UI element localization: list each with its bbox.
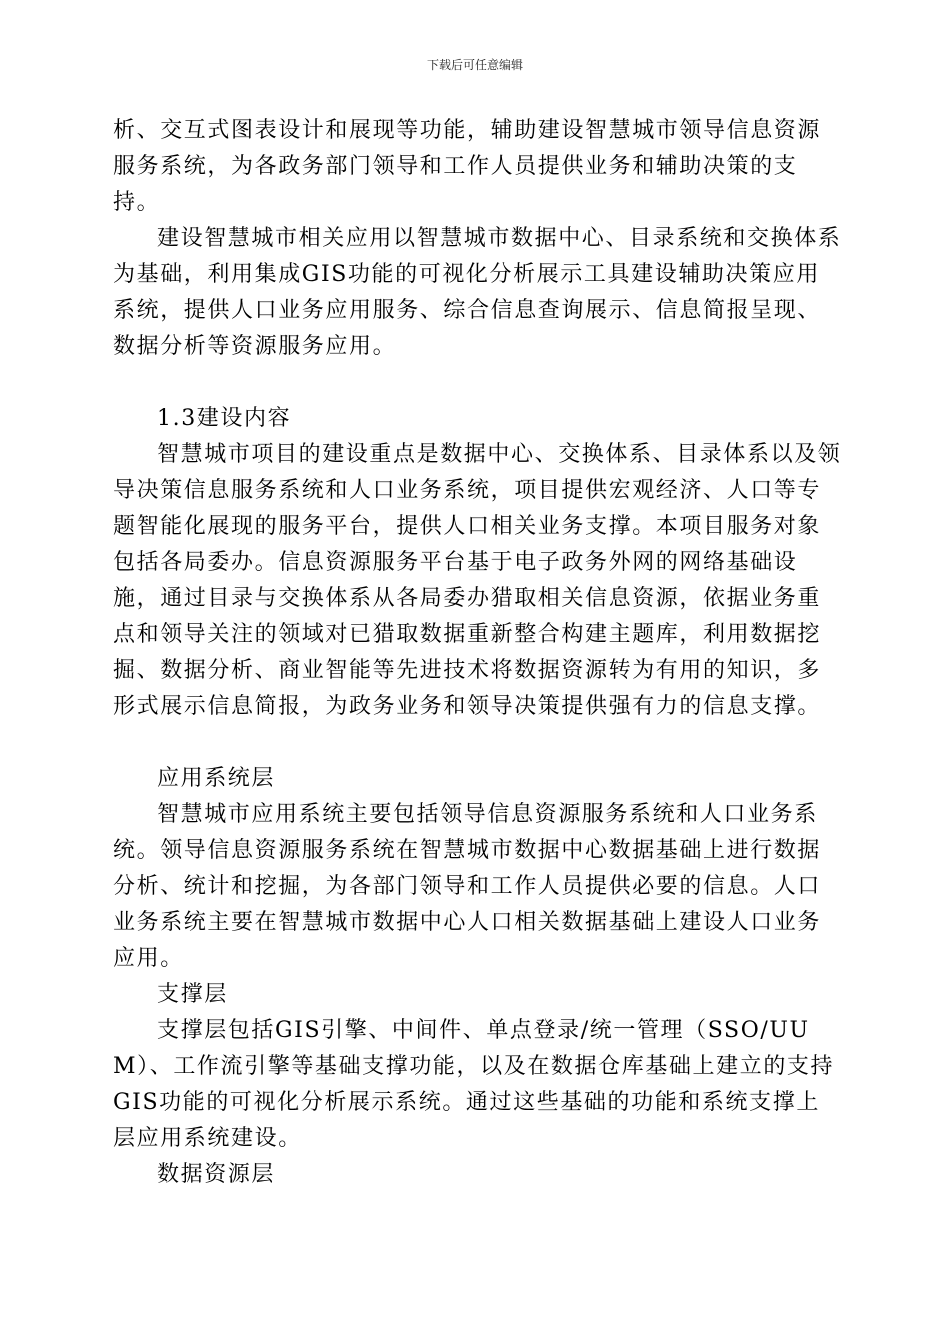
page-header: 下载后可任意编辑 — [426, 58, 523, 72]
subheading-data-resource-layer: 数据资源层 — [157, 1162, 276, 1187]
paragraph-construction-focus: 智慧城市项目的建设重点是数据中心、交换体系、目录体系以及领导决策信息服务系统和人口业务系统，项目提供宏观经济、人口等专题智能化展现的服务平台，提供人口相关业务支撑。本项目服务对象包括各局委办。信息资源服务平台基于电子政务外网的网络基础设施，通过目录与交换体系从各局委办猎取相关信息资源，依据业务重点和领导关注的领域对已猎取数据重新整合构建主题库，利用数据挖掘、数据分析、商业智能等先进技术将数据资源转为有用的知识，多形式展示信息简报，为政务业务和领导决策提供强有力的信息支撑。 — [113, 442, 842, 719]
blank-line — [113, 725, 843, 761]
subheading-application-layer: 应用系统层 — [157, 766, 276, 791]
subheading-support-layer: 支撑层 — [157, 982, 228, 1007]
paragraph-application-basis: 建设智慧城市相关应用以智慧城市数据中心、目录系统和交换体系为基础，利用集成GIS功能的可视化分析展示工具建设辅助决策应用系统，提供人口业务应用服务、综合信息查询展示、信息简报呈现、数据分析等资源服务应用。 — [113, 226, 842, 359]
document-body — [113, 113, 843, 1193]
section-heading-construction-content: 1.3建设内容 — [157, 406, 292, 431]
paragraph-support-layer: 支撑层包括GIS引擎、中间件、单点登录/统一管理（SSO/UUM）、工作流引擎等基础支撑功能，以及在数据仓库基础上建立的支持GIS功能的可视化分析展示系统。通过这些基础的功能和系统支撑上层应用系统建设。 — [113, 1018, 835, 1151]
blank-line — [113, 365, 843, 401]
paragraph-application-layer: 智慧城市应用系统主要包括领导信息资源服务系统和人口业务系统。领导信息资源服务系统在智慧城市数据中心数据基础上进行数据分析、统计和挖掘，为各部门领导和工作人员提供必要的信息。人口业务系统主要在智慧城市数据中心人口相关数据基础上建设人口业务应用。 — [113, 802, 822, 971]
paragraph-continuation: 析、交互式图表设计和展现等功能，辅助建设智慧城市领导信息资源服务系统，为各政务部门领导和工作人员提供业务和辅助决策的支持。 — [113, 118, 822, 215]
